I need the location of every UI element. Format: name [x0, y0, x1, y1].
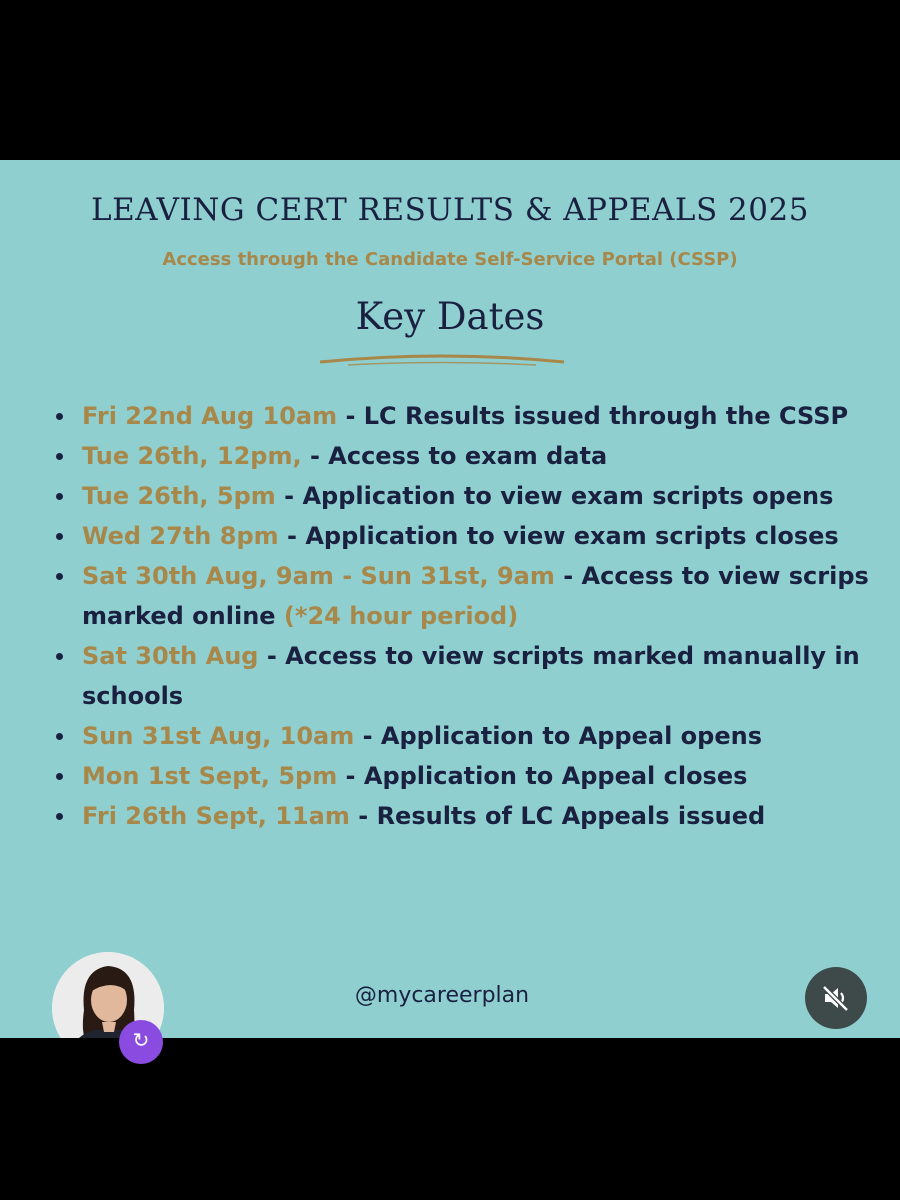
separator: - [275, 482, 303, 510]
post-subtitle: Access through the Candidate Self-Service Portal (CSSP) [162, 249, 738, 270]
date-description: Application to Appeal opens [380, 722, 762, 750]
date-label: Fri 26th Sept, 11am [82, 802, 350, 830]
bullet [56, 573, 63, 580]
date-label: Tue 26th, 5pm [82, 482, 276, 510]
date-description: Access to view scripts marked manually in schools [82, 642, 860, 710]
date-item [56, 716, 886, 756]
key-dates-heading: Key Dates [355, 295, 545, 338]
date-item [56, 436, 886, 476]
date-description: Application to Appeal closes [363, 762, 748, 790]
separator: - [554, 562, 582, 590]
key-dates-list [56, 396, 886, 836]
bullet [56, 493, 63, 500]
handle-text: @mycareerplan [354, 983, 530, 1008]
date-label: Tue 26th, 12pm, [82, 442, 302, 470]
bullet [56, 733, 63, 740]
date-description: Results of LC Appeals issued [376, 802, 766, 830]
date-label: Sat 30th Aug [82, 642, 259, 670]
speaker-muted-icon [820, 982, 852, 1014]
date-item [56, 516, 886, 556]
bullet [56, 813, 63, 820]
post-title: LEAVING CERT RESULTS & APPEALS 2025 [91, 192, 809, 228]
date-description: Access to exam data [328, 442, 608, 470]
date-label: Sat 30th Aug, 9am - Sun 31st, 9am [82, 562, 555, 590]
date-item [56, 796, 886, 836]
decorative-divider [318, 352, 566, 370]
separator: - [337, 762, 364, 790]
date-item [56, 556, 886, 636]
bullet [56, 773, 63, 780]
post-image [0, 160, 900, 1038]
separator: - [349, 802, 377, 830]
date-item [56, 756, 886, 796]
bullet [56, 453, 63, 460]
bullet [56, 533, 63, 540]
date-description: Application to view exam scripts closes [305, 522, 839, 550]
date-label: Mon 1st Sept, 5pm [82, 762, 338, 790]
date-item [56, 476, 886, 516]
date-description: LC Results issued through the CSSP [363, 402, 849, 430]
separator: - [301, 442, 329, 470]
date-label: Wed 27th 8pm [82, 522, 279, 550]
separator: - [278, 522, 306, 550]
separator: - [337, 402, 364, 430]
date-label: Fri 22nd Aug 10am [82, 402, 338, 430]
date-label: Sun 31st Aug, 10am [82, 722, 355, 750]
repost-icon[interactable]: ↻ [119, 1020, 163, 1064]
date-description: Application to view exam scripts opens [302, 482, 834, 510]
separator: - [354, 722, 381, 750]
bullet [56, 653, 63, 660]
separator: - [258, 642, 286, 670]
period-note: (*24 hour period) [283, 602, 519, 630]
bullet [56, 413, 63, 420]
date-description: Access to view scrips marked online [82, 562, 869, 630]
date-item [56, 396, 886, 436]
date-item [56, 636, 886, 716]
mute-button[interactable] [805, 967, 867, 1029]
